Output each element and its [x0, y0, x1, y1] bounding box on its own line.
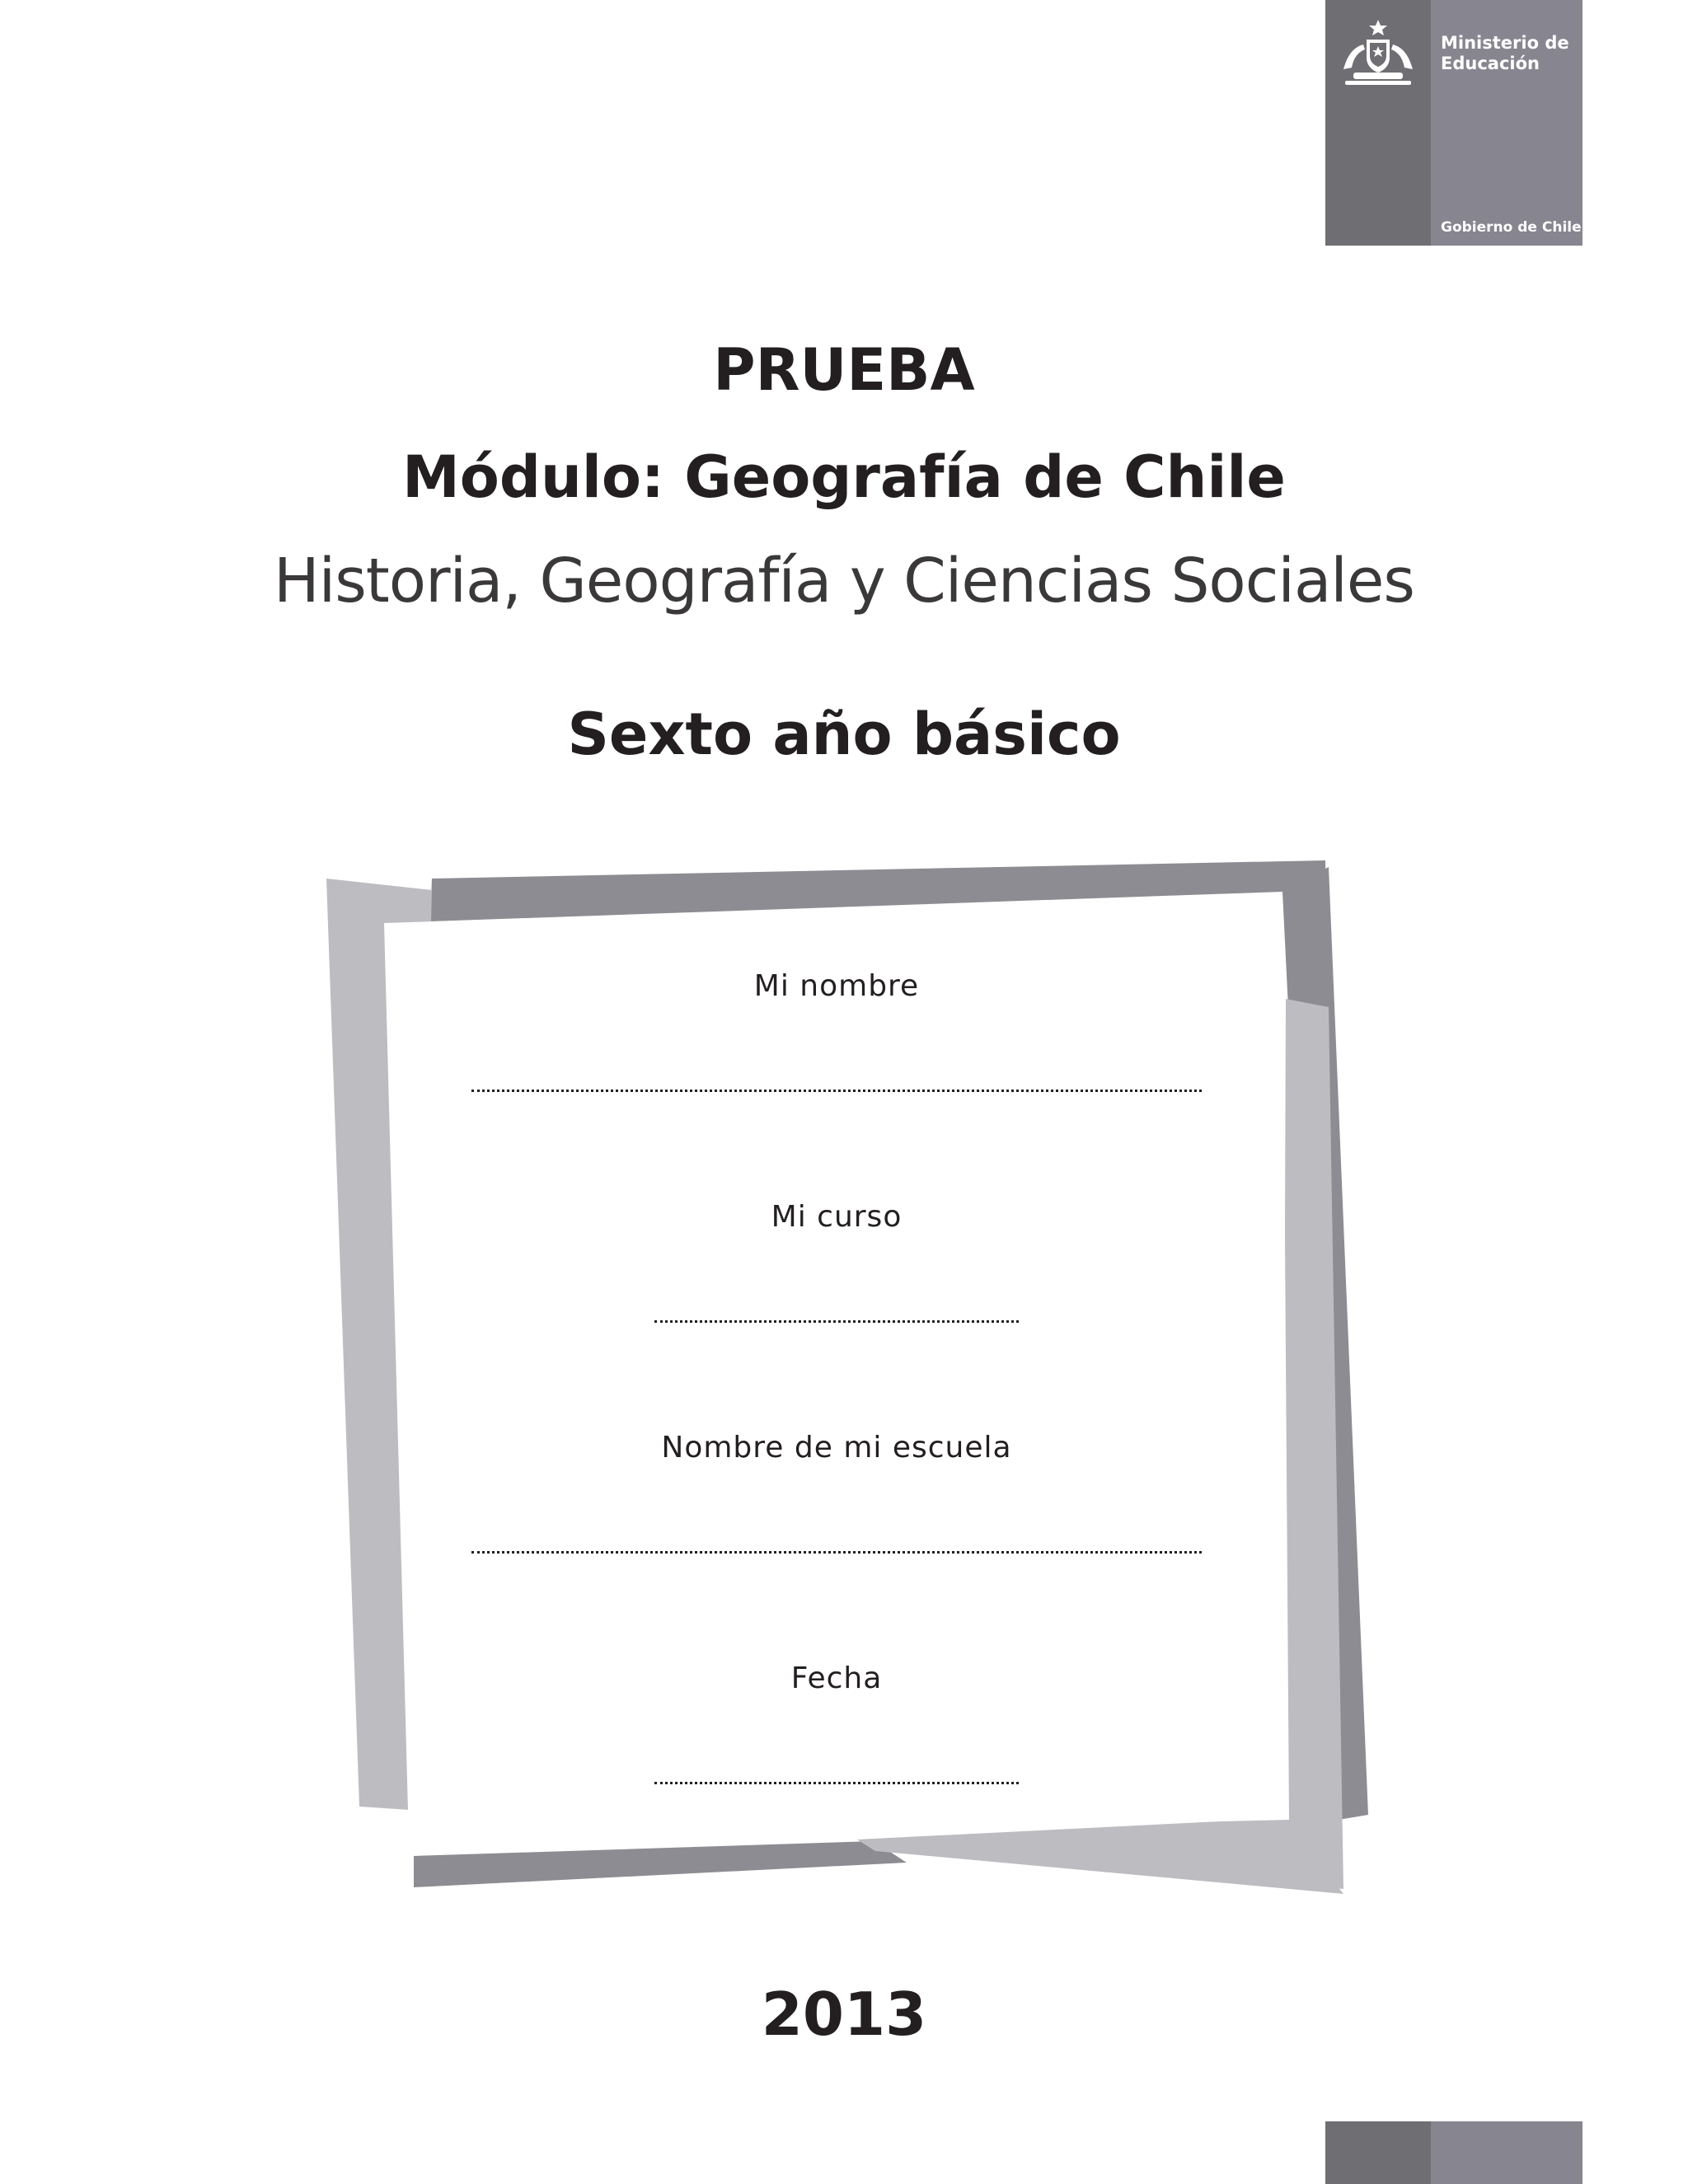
bottom-bar-left — [1325, 2121, 1431, 2184]
field-label-school: Nombre de mi escuela — [661, 1431, 1012, 1465]
field-line-date[interactable] — [654, 1782, 1019, 1784]
field-label-date: Fecha — [790, 1661, 883, 1695]
ministry-name: Ministerio de Educación — [1441, 33, 1569, 73]
field-label-course: Mi curso — [771, 1200, 903, 1234]
field-line-school[interactable] — [471, 1551, 1202, 1554]
field-label-name: Mi nombre — [753, 969, 920, 1003]
frame-bottom-light — [857, 1818, 1343, 1894]
government-name: Gobierno de Chile — [1441, 219, 1582, 236]
year: 2013 — [761, 1980, 927, 2049]
grade-title: Sexto año básico — [567, 701, 1121, 768]
chile-coat-of-arms-icon — [1337, 18, 1419, 87]
module-title: Módulo: Geografía de Chile — [402, 443, 1286, 511]
bottom-bar-right — [1431, 2121, 1582, 2184]
form-card — [384, 893, 1289, 1841]
bottom-decor-bar — [1325, 2121, 1582, 2184]
field-line-name[interactable] — [471, 1090, 1202, 1092]
subject-title: Historia, Geografía y Ciencias Sociales — [274, 546, 1414, 616]
frame-bottom-dark — [414, 1841, 907, 1887]
field-line-course[interactable] — [654, 1320, 1019, 1323]
logo-left-panel — [1325, 0, 1431, 246]
test-title: PRUEBA — [713, 336, 975, 404]
ministry-logo — [1325, 0, 1582, 246]
